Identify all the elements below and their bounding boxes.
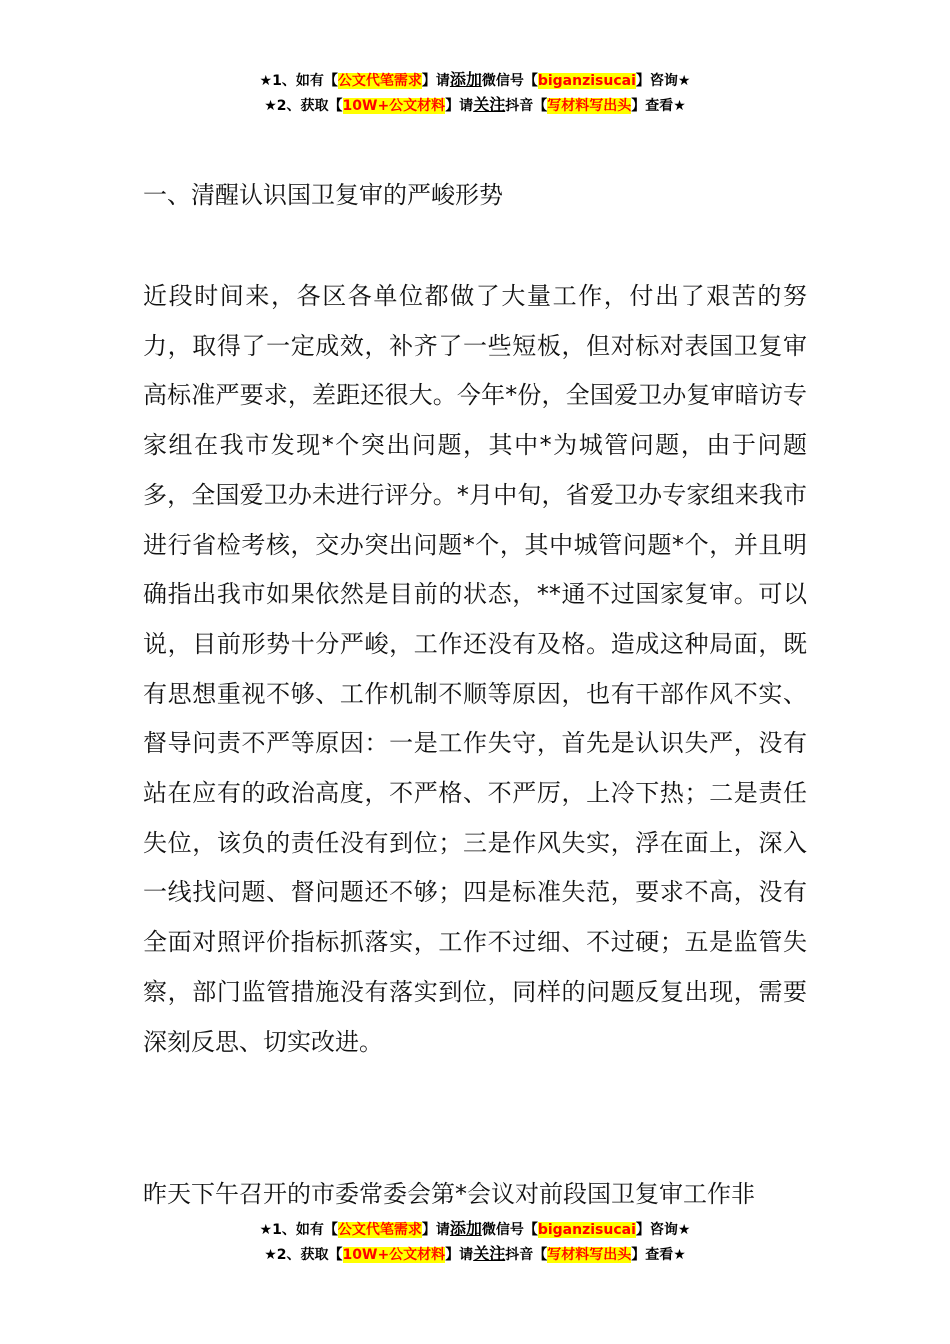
highlight-wechat-id: biganzisucai [537,73,636,89]
banner-line-1: ★1、如有【公文代笔需求】请添加微信号【biganzisucai】咨询★ [259,1219,691,1238]
section-heading: 一、清醒认识国卫复审的严峻形势 [143,181,503,209]
highlight-materials: 10W+公文材料 [342,1247,446,1263]
highlight-wechat-id: biganzisucai [537,1222,636,1238]
banner-line-1: ★1、如有【公文代笔需求】请添加微信号【biganzisucai】咨询★ [259,70,691,89]
banner-line-2: ★2、获取【10W+公文材料】请关注抖音【写材料写出头】查看★ [264,95,686,114]
header-banner [0,68,950,118]
highlight-douyin-id: 写材料写出头 [547,98,632,114]
highlight-service: 公文代笔需求 [337,1222,422,1238]
body-paragraph-1: 近段时间来，各区各单位都做了大量工作，付出了艰苦的努力，取得了一定成效，补齐了一些短板，但对标对表国卫复审高标准严要求，差距还很大。今年*份，全国爱卫办复审暗访专家组在我市发现*个突出问题，其中*为城管问题，由于问题多，全国爱卫办未进行评分。*月中旬，省爱卫办专家组来我市进行省检考核，交办突出问题*个，其中城管问题*个，并且明确指出我市如果依然是目前的状态，**通不过国家复审。可以说，目前形势十分严峻，工作还没有及格。造成这种局面，既有思想重视不够、工作机制不顺等原因，也有干部作风不实、督导问责不严等原因：一是工作失守，首先是认识失严，没有站在应有的政治高度，不严格、不严厉，上冷下热；二是责任失位，该负的责任没有到位；三是作风失实，浮在面上，深入一线找问题、督问题还不够；四是标准失范，要求不高，没有全面对照评价指标抓落实，工作不过细、不过硬；五是监管失察，部门监管措施没有落实到位，同样的问题反复出现，需要深刻反思、切实改进。 [143,282,807,1056]
highlight-service: 公文代笔需求 [337,73,422,89]
highlight-materials: 10W+公文材料 [342,98,446,114]
banner-line-2: ★2、获取【10W+公文材料】请关注抖音【写材料写出头】查看★ [264,1244,686,1263]
highlight-douyin-id: 写材料写出头 [547,1247,632,1263]
body-paragraph-2: 昨天下午召开的市委常委会第*会议对前段国卫复审工作非 [143,1180,755,1208]
footer-banner [0,1217,950,1267]
